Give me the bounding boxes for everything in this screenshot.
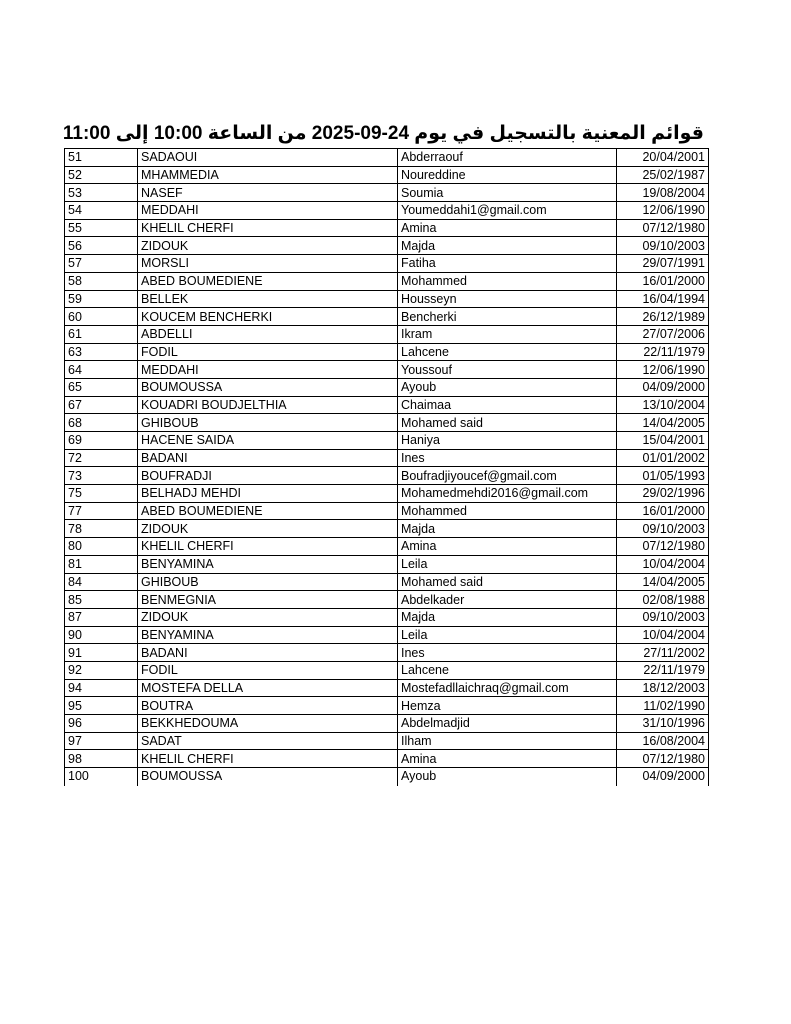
first-name-cell: Lahcene xyxy=(398,343,617,361)
table-row xyxy=(65,219,709,237)
first-name-cell: Bencherki xyxy=(398,308,617,326)
first-name-cell: Amina xyxy=(398,538,617,556)
birth-date-cell: 10/04/2004 xyxy=(617,555,709,573)
birth-date-cell: 27/11/2002 xyxy=(617,644,709,662)
row-number-cell: 72 xyxy=(65,449,138,467)
table-row xyxy=(65,308,709,326)
page-title: قوائم المعنية بالتسجيل في يوم 24-09-2025 من الساعة 10:00 إلى 11:00 xyxy=(62,123,704,144)
first-name-cell: Amina xyxy=(398,219,617,237)
table-row xyxy=(65,467,709,485)
last-name-cell: MEDDAHI xyxy=(138,361,398,379)
birth-date-cell: 18/12/2003 xyxy=(617,679,709,697)
table-row xyxy=(65,679,709,697)
row-number-cell: 91 xyxy=(65,644,138,662)
first-name-cell: Leila xyxy=(398,555,617,573)
row-number-cell: 77 xyxy=(65,502,138,520)
row-number-cell: 59 xyxy=(65,290,138,308)
birth-date-cell: 01/05/1993 xyxy=(617,467,709,485)
first-name-cell: Soumia xyxy=(398,184,617,202)
first-name-cell: Majda xyxy=(398,237,617,255)
registration-table-body xyxy=(65,149,709,786)
last-name-cell: KHELIL CHERFI xyxy=(138,219,398,237)
row-number-cell: 68 xyxy=(65,414,138,432)
table-row xyxy=(65,732,709,750)
table-row xyxy=(65,166,709,184)
last-name-cell: GHIBOUB xyxy=(138,573,398,591)
last-name-cell: MEDDAHI xyxy=(138,202,398,220)
first-name-cell: Ines xyxy=(398,644,617,662)
last-name-cell: ZIDOUK xyxy=(138,608,398,626)
last-name-cell: HACENE SAIDA xyxy=(138,432,398,450)
first-name-cell: Mohamed said xyxy=(398,573,617,591)
table-row xyxy=(65,750,709,768)
birth-date-cell: 07/12/1980 xyxy=(617,219,709,237)
table-row xyxy=(65,414,709,432)
last-name-cell: NASEF xyxy=(138,184,398,202)
last-name-cell: ABED BOUMEDIENE xyxy=(138,502,398,520)
birth-date-cell: 20/04/2001 xyxy=(617,149,709,167)
table-row xyxy=(65,202,709,220)
birth-date-cell: 15/04/2001 xyxy=(617,432,709,450)
birth-date-cell: 22/11/1979 xyxy=(617,343,709,361)
last-name-cell: FODIL xyxy=(138,661,398,679)
first-name-cell: Mohamed said xyxy=(398,414,617,432)
first-name-cell: Ayoub xyxy=(398,378,617,396)
last-name-cell: ABED BOUMEDIENE xyxy=(138,272,398,290)
table-row xyxy=(65,237,709,255)
first-name-cell: Amina xyxy=(398,750,617,768)
birth-date-cell: 01/01/2002 xyxy=(617,449,709,467)
first-name-cell: Youmeddahi1@gmail.com xyxy=(398,202,617,220)
birth-date-cell: 02/08/1988 xyxy=(617,591,709,609)
first-name-cell: Ilham xyxy=(398,732,617,750)
birth-date-cell: 11/02/1990 xyxy=(617,697,709,715)
row-number-cell: 78 xyxy=(65,520,138,538)
birth-date-cell: 19/08/2004 xyxy=(617,184,709,202)
last-name-cell: BENYAMINA xyxy=(138,555,398,573)
row-number-cell: 80 xyxy=(65,538,138,556)
table-row xyxy=(65,538,709,556)
last-name-cell: MHAMMEDIA xyxy=(138,166,398,184)
last-name-cell: ZIDOUK xyxy=(138,520,398,538)
row-number-cell: 58 xyxy=(65,272,138,290)
birth-date-cell: 26/12/1989 xyxy=(617,308,709,326)
row-number-cell: 84 xyxy=(65,573,138,591)
birth-date-cell: 04/09/2000 xyxy=(617,378,709,396)
last-name-cell: BELHADJ MEHDI xyxy=(138,485,398,503)
table-row xyxy=(65,290,709,308)
table-row xyxy=(65,768,709,786)
table-row xyxy=(65,715,709,733)
table-row xyxy=(65,432,709,450)
last-name-cell: MOSTEFA DELLA xyxy=(138,679,398,697)
birth-date-cell: 27/07/2006 xyxy=(617,325,709,343)
row-number-cell: 55 xyxy=(65,219,138,237)
table-row xyxy=(65,608,709,626)
first-name-cell: Ikram xyxy=(398,325,617,343)
row-number-cell: 85 xyxy=(65,591,138,609)
row-number-cell: 94 xyxy=(65,679,138,697)
first-name-cell: Mostefadllaichraq@gmail.com xyxy=(398,679,617,697)
birth-date-cell: 16/01/2000 xyxy=(617,502,709,520)
birth-date-cell: 07/12/1980 xyxy=(617,750,709,768)
row-number-cell: 61 xyxy=(65,325,138,343)
row-number-cell: 54 xyxy=(65,202,138,220)
table-row xyxy=(65,149,709,167)
table-row xyxy=(65,272,709,290)
first-name-cell: Ines xyxy=(398,449,617,467)
row-number-cell: 69 xyxy=(65,432,138,450)
birth-date-cell: 29/02/1996 xyxy=(617,485,709,503)
first-name-cell: Majda xyxy=(398,608,617,626)
row-number-cell: 81 xyxy=(65,555,138,573)
table-row xyxy=(65,343,709,361)
birth-date-cell: 13/10/2004 xyxy=(617,396,709,414)
last-name-cell: ZIDOUK xyxy=(138,237,398,255)
row-number-cell: 56 xyxy=(65,237,138,255)
birth-date-cell: 09/10/2003 xyxy=(617,520,709,538)
last-name-cell: FODIL xyxy=(138,343,398,361)
row-number-cell: 65 xyxy=(65,378,138,396)
row-number-cell: 64 xyxy=(65,361,138,379)
last-name-cell: BEKKHEDOUMA xyxy=(138,715,398,733)
row-number-cell: 63 xyxy=(65,343,138,361)
birth-date-cell: 16/01/2000 xyxy=(617,272,709,290)
row-number-cell: 92 xyxy=(65,661,138,679)
last-name-cell: KOUCEM BENCHERKI xyxy=(138,308,398,326)
birth-date-cell: 12/06/1990 xyxy=(617,361,709,379)
last-name-cell: BADANI xyxy=(138,449,398,467)
birth-date-cell: 25/02/1987 xyxy=(617,166,709,184)
first-name-cell: Haniya xyxy=(398,432,617,450)
birth-date-cell: 09/10/2003 xyxy=(617,608,709,626)
first-name-cell: Housseyn xyxy=(398,290,617,308)
first-name-cell: Noureddine xyxy=(398,166,617,184)
table-row xyxy=(65,644,709,662)
table-row xyxy=(65,555,709,573)
table-row xyxy=(65,697,709,715)
row-number-cell: 60 xyxy=(65,308,138,326)
table-row xyxy=(65,661,709,679)
birth-date-cell: 16/08/2004 xyxy=(617,732,709,750)
birth-date-cell: 12/06/1990 xyxy=(617,202,709,220)
last-name-cell: BOUMOUSSA xyxy=(138,378,398,396)
table-row xyxy=(65,325,709,343)
last-name-cell: GHIBOUB xyxy=(138,414,398,432)
table-row xyxy=(65,255,709,273)
birth-date-cell: 29/07/1991 xyxy=(617,255,709,273)
row-number-cell: 73 xyxy=(65,467,138,485)
row-number-cell: 100 xyxy=(65,768,138,786)
first-name-cell: Youssouf xyxy=(398,361,617,379)
first-name-cell: Boufradjiyoucef@gmail.com xyxy=(398,467,617,485)
birth-date-cell: 31/10/1996 xyxy=(617,715,709,733)
last-name-cell: KOUADRI BOUDJELTHIA xyxy=(138,396,398,414)
table-row xyxy=(65,184,709,202)
last-name-cell: SADAT xyxy=(138,732,398,750)
last-name-cell: BOUMOUSSA xyxy=(138,768,398,786)
registration-table xyxy=(64,148,709,786)
last-name-cell: SADAOUI xyxy=(138,149,398,167)
first-name-cell: Mohammed xyxy=(398,272,617,290)
table-row xyxy=(65,591,709,609)
row-number-cell: 53 xyxy=(65,184,138,202)
first-name-cell: Mohammed xyxy=(398,502,617,520)
table-row xyxy=(65,485,709,503)
table-row xyxy=(65,573,709,591)
row-number-cell: 97 xyxy=(65,732,138,750)
first-name-cell: Ayoub xyxy=(398,768,617,786)
table-row xyxy=(65,626,709,644)
birth-date-cell: 14/04/2005 xyxy=(617,573,709,591)
birth-date-cell: 14/04/2005 xyxy=(617,414,709,432)
last-name-cell: BELLEK xyxy=(138,290,398,308)
table-row xyxy=(65,378,709,396)
birth-date-cell: 04/09/2000 xyxy=(617,768,709,786)
birth-date-cell: 09/10/2003 xyxy=(617,237,709,255)
birth-date-cell: 07/12/1980 xyxy=(617,538,709,556)
row-number-cell: 51 xyxy=(65,149,138,167)
first-name-cell: Mohamedmehdi2016@gmail.com xyxy=(398,485,617,503)
row-number-cell: 90 xyxy=(65,626,138,644)
last-name-cell: BENYAMINA xyxy=(138,626,398,644)
row-number-cell: 67 xyxy=(65,396,138,414)
last-name-cell: ABDELLI xyxy=(138,325,398,343)
last-name-cell: KHELIL CHERFI xyxy=(138,750,398,768)
first-name-cell: Leila xyxy=(398,626,617,644)
last-name-cell: BOUTRA xyxy=(138,697,398,715)
row-number-cell: 96 xyxy=(65,715,138,733)
row-number-cell: 95 xyxy=(65,697,138,715)
birth-date-cell: 22/11/1979 xyxy=(617,661,709,679)
last-name-cell: MORSLI xyxy=(138,255,398,273)
first-name-cell: Majda xyxy=(398,520,617,538)
table-row xyxy=(65,502,709,520)
table-row xyxy=(65,396,709,414)
table-row xyxy=(65,449,709,467)
row-number-cell: 98 xyxy=(65,750,138,768)
first-name-cell: Abdelkader xyxy=(398,591,617,609)
row-number-cell: 87 xyxy=(65,608,138,626)
last-name-cell: BOUFRADJI xyxy=(138,467,398,485)
row-number-cell: 57 xyxy=(65,255,138,273)
last-name-cell: BENMEGNIA xyxy=(138,591,398,609)
last-name-cell: KHELIL CHERFI xyxy=(138,538,398,556)
first-name-cell: Hemza xyxy=(398,697,617,715)
first-name-cell: Chaimaa xyxy=(398,396,617,414)
row-number-cell: 75 xyxy=(65,485,138,503)
first-name-cell: Fatiha xyxy=(398,255,617,273)
last-name-cell: BADANI xyxy=(138,644,398,662)
row-number-cell: 52 xyxy=(65,166,138,184)
table-row xyxy=(65,520,709,538)
first-name-cell: Abdelmadjid xyxy=(398,715,617,733)
birth-date-cell: 10/04/2004 xyxy=(617,626,709,644)
birth-date-cell: 16/04/1994 xyxy=(617,290,709,308)
first-name-cell: Abderraouf xyxy=(398,149,617,167)
table-row xyxy=(65,361,709,379)
first-name-cell: Lahcene xyxy=(398,661,617,679)
